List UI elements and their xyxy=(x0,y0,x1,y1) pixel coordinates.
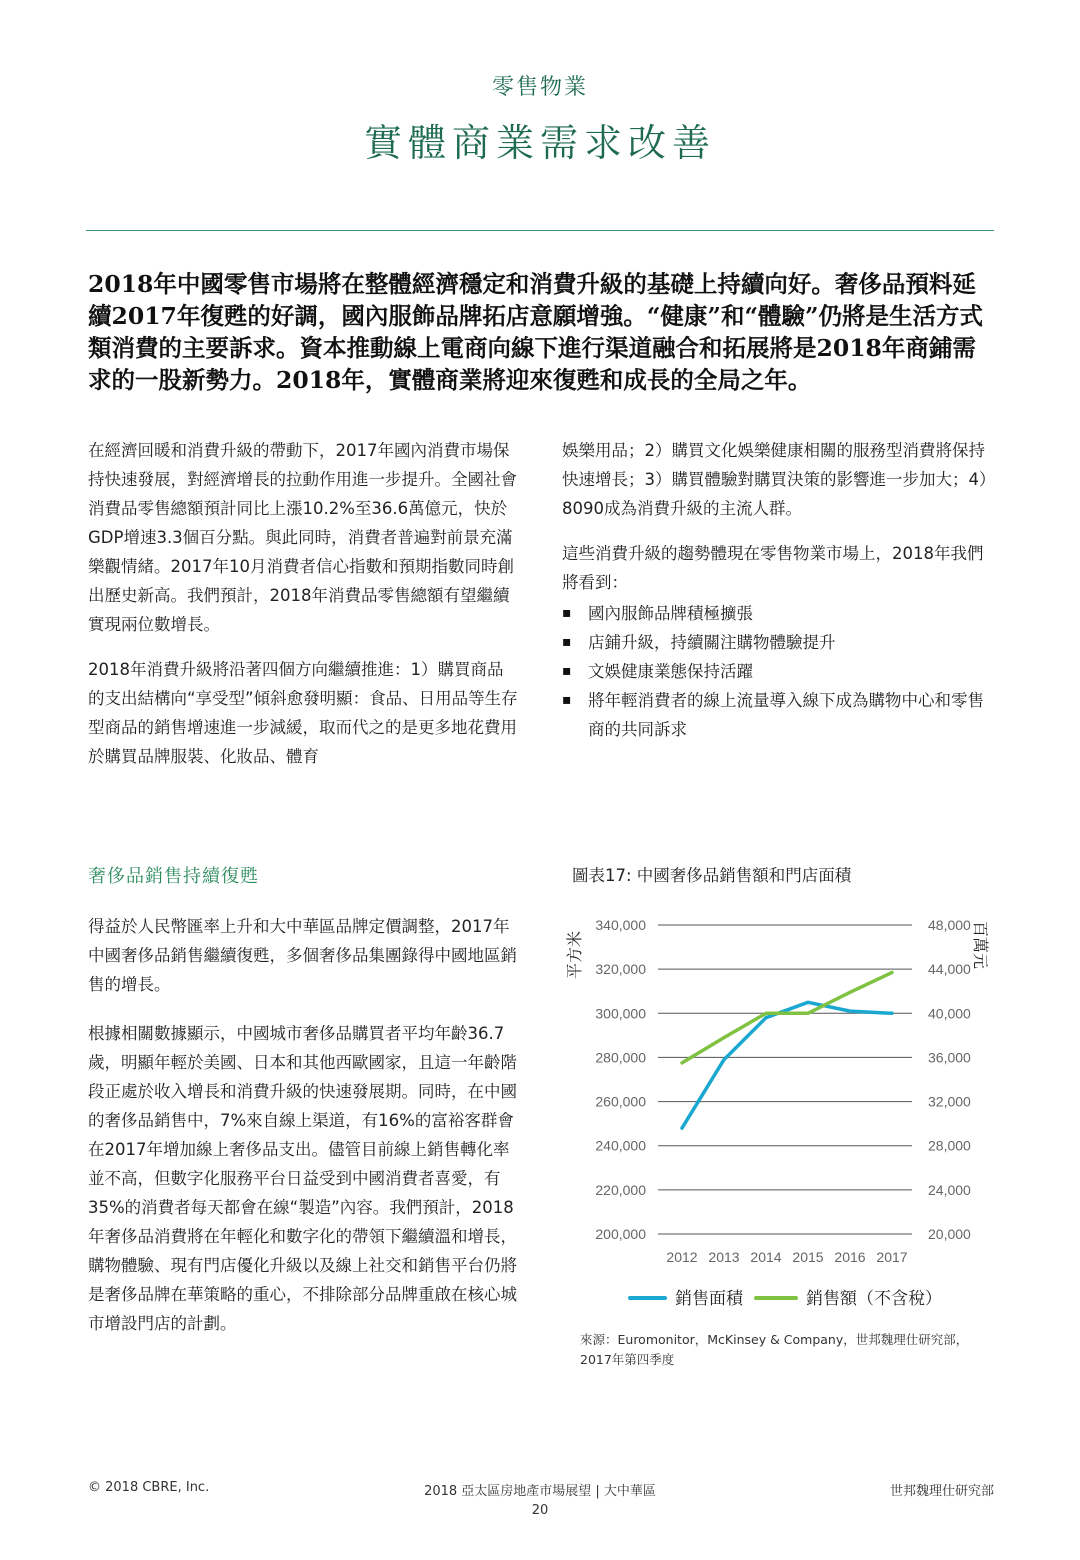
right-paragraph-2: 這些消費升級的趨勢體現在零售物業市場上，2018年我們將看到： xyxy=(562,544,984,592)
lead-paragraph: 2018年中國零售市場將在整體經濟穩定和消費升級的基礎上持續向好。奢侈品預料延續2017年復甦的好調，國內服飾品牌拓店意願增強。“健康”和“體驗”仍將是生活方式類消費的主要訴求。資本推動線上電商向線下進行渠道融合和拓展將是2018年商鋪需求的一股新勢力。2018年，實體商業將迎來復甦和成長的全局之年。 xyxy=(88,270,983,394)
trend-bullet-list xyxy=(562,599,992,744)
chart-gridlines xyxy=(658,925,912,1234)
bullet-item: ▪ 文娛健康業態保持活躍 xyxy=(562,657,992,686)
left-tick-label: 280,000 xyxy=(595,1049,646,1066)
right-paragraph-1: 娛樂用品；2）購買文化娛樂健康相關的服務型消費將保持快速增長；3）購買體驗對購買決策的影響進一步加大；4）8090成為消費升級的主流人群。 xyxy=(562,441,988,518)
left-paragraph-2: 2018年消費升級將沿著四個方向繼續推進：1）購買商品的支出結構向“享受型”傾斜愈發明顯：食品、日用品等生存型商品的銷售增速進一步減緩，取而代之的是更多地花費用於購買品牌服裝、化妝品、體育 xyxy=(88,660,518,766)
luxury-paragraph-2: 根據相關數據顯示，中國城市奢侈品購買者平均年齡36.7歲，明顯年輕於美國、日本和其他西歐國家，且這一年齡階段正處於收入增長和消費升級的快速發展期。同時，在中國的奢侈品銷售中，7%來自線上渠道，有16%的富裕客群會在2017年增加線上奢侈品支出。儘管目前線上銷售轉化率並不高，但數字化服務平台日益受到中國消費者喜愛，有35%的消費者每天都會在線“製造”內容。我們預計，2018年奢侈品消費將在年輕化和數字化的帶領下繼續溫和增長，購物體驗、現有門店優化升級以及線上社交和銷售平台仍將是奢侈品牌在華策略的重心，不排除部分品牌重啟在核心城市增設門店的計劃。 xyxy=(88,1024,517,1333)
right-column xyxy=(562,436,992,744)
left-paragraph-1: 在經濟回暖和消費升級的帶動下，2017年國內消費市場保持快速發展，對經濟增長的拉動作用進一步提升。全國社會消費品零售總額預計同比上漲10.2%至36.6萬億元，快於GDP增速3.3個百分點。與此同時，消費者普遍對前景充滿樂觀情緒。2017年10月消費者信心指數和預期指數同時創出歷史新高。我們預計，2018年消費品零售總額有望繼續實現兩位數增長。 xyxy=(88,441,517,634)
right-tick-label: 28,000 xyxy=(928,1137,971,1154)
series-line-0 xyxy=(682,1002,892,1128)
right-tick-label: 24,000 xyxy=(928,1181,971,1198)
chart-title: 圖表17: 中國奢侈品銷售額和門店面積 xyxy=(572,866,852,885)
bullet-item: ▪ 店鋪升級，持續關注購物體驗提升 xyxy=(562,628,992,657)
x-tick-label: 2012 xyxy=(666,1249,698,1265)
x-tick-label: 2016 xyxy=(834,1249,866,1265)
section-label: 零售物業 xyxy=(491,75,588,100)
right-tick-label: 32,000 xyxy=(928,1093,971,1110)
right-tick-label: 48,000 xyxy=(928,917,971,933)
left-tick-label: 340,000 xyxy=(595,917,646,933)
luxury-column xyxy=(88,912,520,1354)
luxury-paragraph-1: 得益於人民幣匯率上升和大中華區品牌定價調整，2017年中國奢侈品銷售繼續復甦，多個奢侈品集團錄得中國地區銷售的增長。 xyxy=(88,917,517,994)
footer-org: 世邦魏理仕研究部 xyxy=(889,1484,994,1499)
right-tick-label: 20,000 xyxy=(928,1226,971,1242)
luxury-subheading: 奢侈品銷售持續復甦 xyxy=(88,866,259,887)
bullet-item: ▪ 國內服飾品牌積極擴張 xyxy=(562,599,992,628)
chart-lines xyxy=(682,973,892,1129)
x-tick-label: 2014 xyxy=(750,1249,782,1265)
chart-source-note: 來源：Euromonitor，McKinsey & Company，世邦魏理仕研究部，2017年第四季度 xyxy=(580,1332,969,1367)
legend-label-sales: 銷售額（不含稅） xyxy=(806,1289,942,1309)
right-tick-label: 36,000 xyxy=(928,1049,971,1066)
left-tick-label: 200,000 xyxy=(595,1226,646,1242)
footer-copyright: © 2018 CBRE, Inc. xyxy=(88,1480,210,1495)
left-column xyxy=(88,436,518,787)
left-axis-unit: 平方米 xyxy=(565,930,584,980)
x-tick-label: 2015 xyxy=(792,1249,824,1265)
left-tick-label: 300,000 xyxy=(595,1005,646,1022)
luxury-sales-chart xyxy=(560,900,990,1320)
left-tick-label: 240,000 xyxy=(595,1137,646,1154)
x-tick-label: 2013 xyxy=(708,1249,740,1265)
bullet-item: ▪ 將年輕消費者的線上流量導入線下成為購物中心和零售商的共同訴求 xyxy=(562,686,992,744)
page-number: 20 xyxy=(531,1503,549,1518)
footer-report-title: 2018 亞太區房地產市場展望 | 大中華區 xyxy=(424,1484,656,1499)
left-tick-label: 260,000 xyxy=(595,1093,646,1110)
left-tick-label: 220,000 xyxy=(595,1181,646,1198)
page-title: 實體商業需求改善 xyxy=(363,121,716,165)
series-line-1 xyxy=(682,973,892,1063)
left-tick-label: 320,000 xyxy=(595,961,646,978)
right-axis-unit: 百萬元 xyxy=(971,920,990,970)
right-tick-label: 44,000 xyxy=(928,961,971,978)
right-tick-label: 40,000 xyxy=(928,1005,971,1022)
title-divider xyxy=(86,230,994,231)
x-tick-label: 2017 xyxy=(876,1249,908,1265)
legend-label-area: 銷售面積 xyxy=(675,1289,743,1309)
